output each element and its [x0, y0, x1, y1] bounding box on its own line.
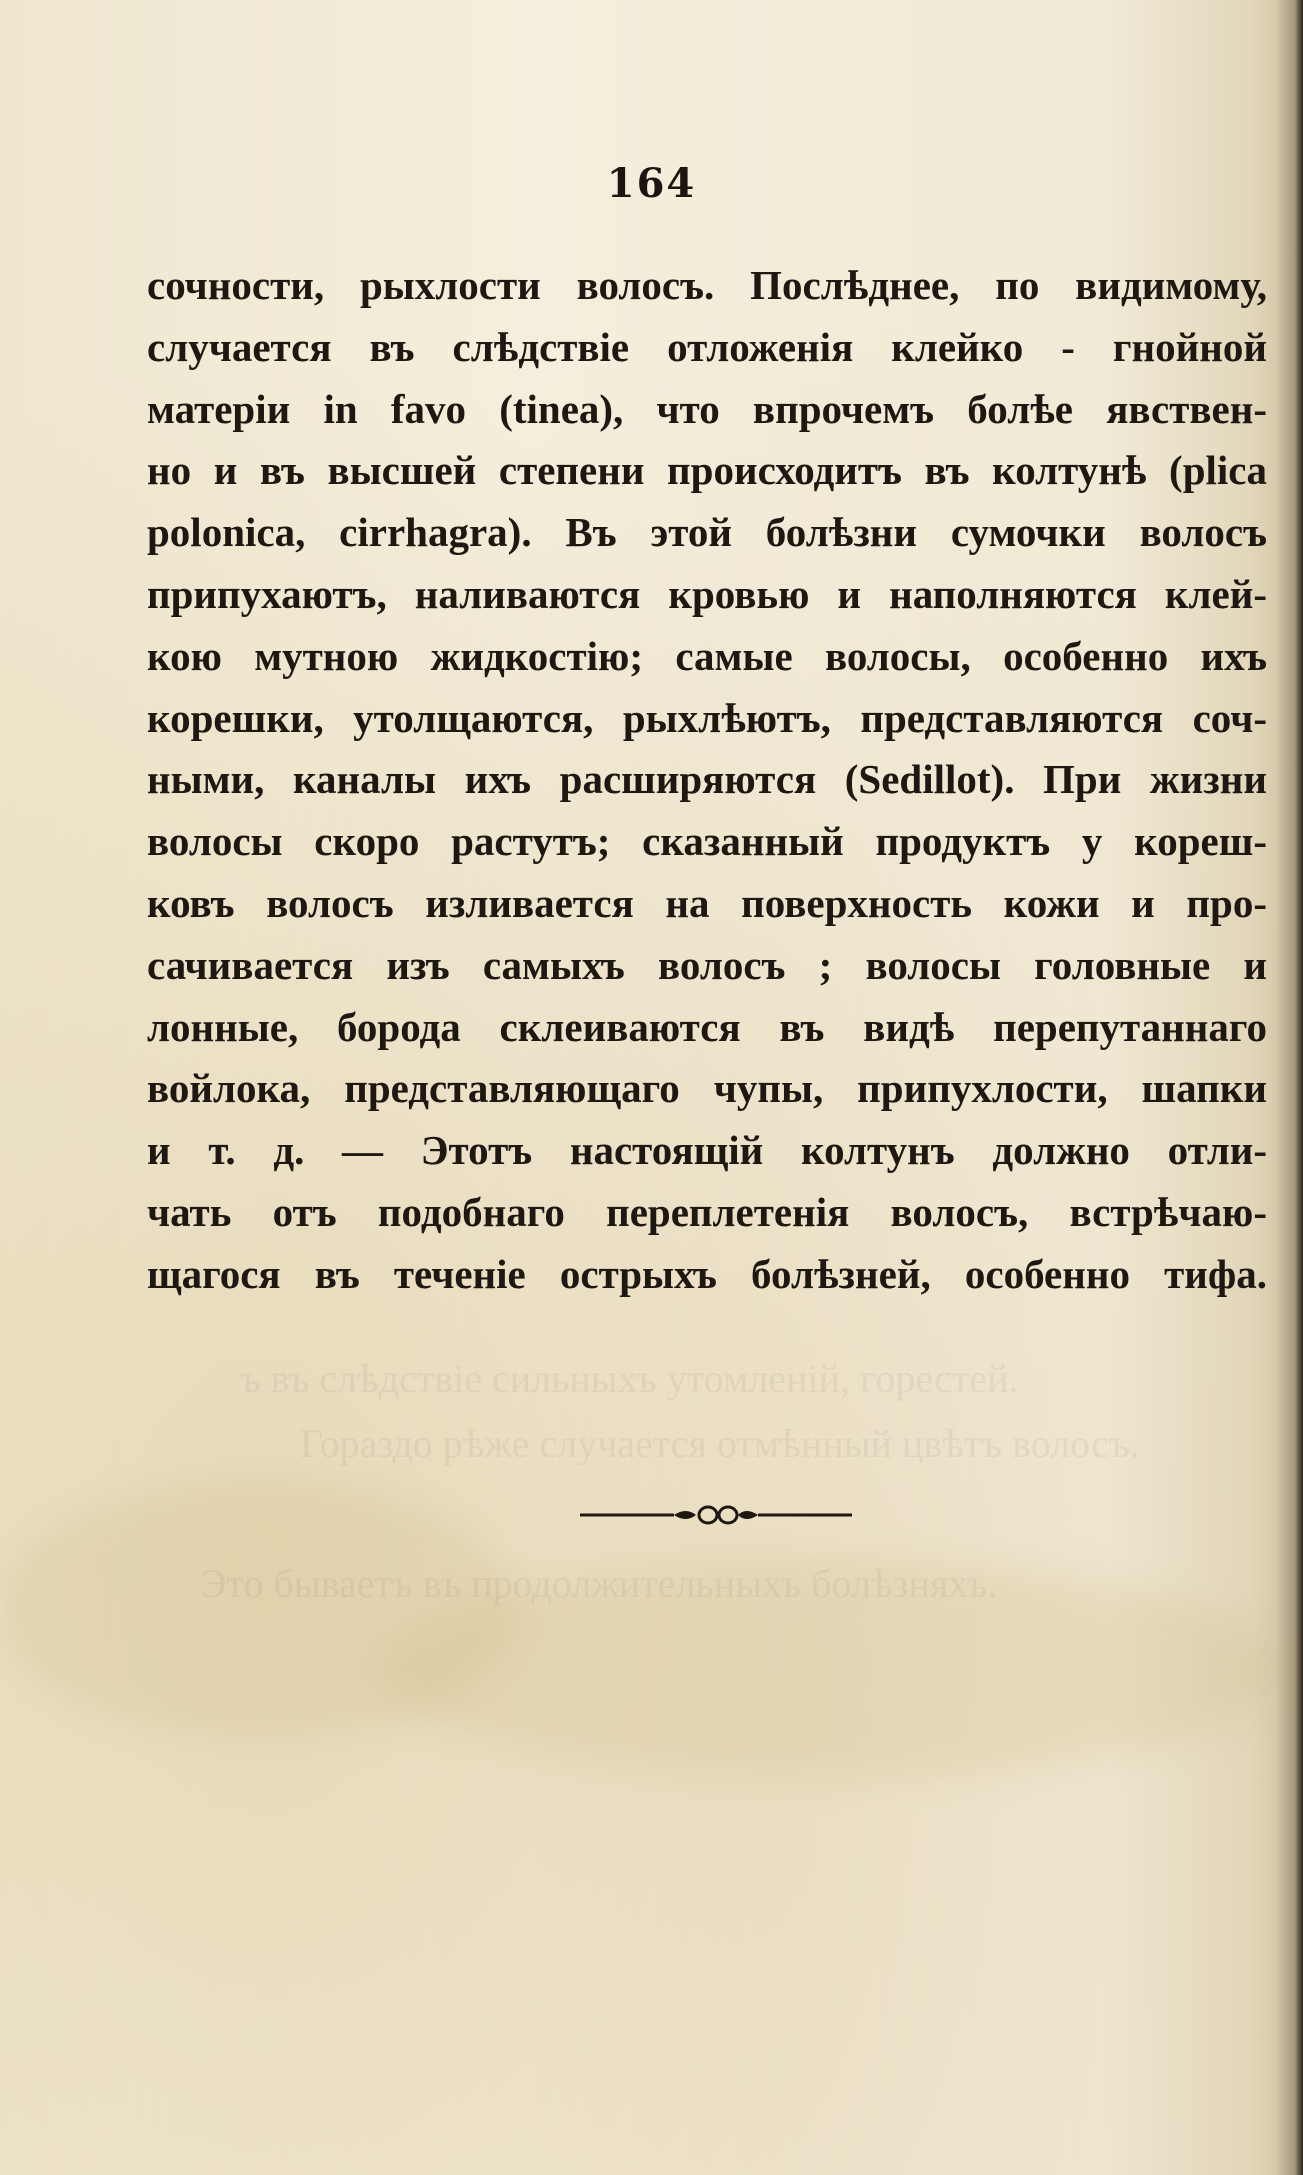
text-line: но и въ высшей степени происходитъ въ колтунѣ (plica: [147, 447, 1267, 494]
text-line: кою мутною жидкостiю; самые волосы, особенно ихъ: [147, 632, 1267, 679]
text-line: polonica, cirrhagra). Въ этой болѣзни сумочки волосъ: [147, 509, 1267, 556]
text-line: чать отъ подобнаго переплетенiя волосъ, встрѣчаю-: [147, 1188, 1267, 1235]
bleed-through-text: ъ въ слѣдствiе сильныхъ утомленiй, горестей.: [240, 1356, 1019, 1401]
text-line: матерiи in favo (tinea), что впрочемъ болѣе явствен-: [147, 385, 1267, 432]
text-line: ковъ волосъ изливается на поверхность кожи и про-: [147, 879, 1267, 926]
bleed-through-text: Это бываетъ въ продолжительныхъ болѣзняхъ.: [200, 1561, 998, 1606]
text-line: войлока, представляющаго чупы, припухлости, шапки: [147, 1065, 1267, 1112]
bleed-through-text: Гораздо рѣже случается отмѣнный цвѣтъ волосъ.: [300, 1421, 1140, 1466]
tailpiece-ornament-icon: [578, 1502, 854, 1528]
text-line: сачивается изъ самыхъ волосъ ; волосы головные и: [147, 941, 1267, 988]
text-line: случается въ слѣдствiе отложенiя клейко - гнойной: [147, 323, 1267, 370]
book-gutter-edge: [1275, 0, 1303, 2175]
text-line: лонные, борода склеиваются въ видѣ перепутаннаго: [147, 1003, 1267, 1050]
page-number: 164: [606, 160, 697, 207]
text-line: корешки, утолщаются, рыхлѣютъ, представляются соч-: [147, 694, 1267, 741]
text-line: ными, каналы ихъ расширяются (Sedillot). При жизни: [147, 756, 1267, 803]
text-line: припухаютъ, наливаются кровью и наполняются клей-: [147, 570, 1267, 617]
body-text: [147, 255, 1267, 1306]
text-line: сочности, рыхлости волосъ. Послѣднее, по видимому,: [147, 262, 1267, 308]
text-line: волосы скоро растутъ; сказанный продуктъ у кореш-: [147, 818, 1267, 865]
text-line: и т. д. — Этотъ настоящiй колтунъ должно отли-: [147, 1127, 1267, 1174]
text-line: щагося въ теченiе острыхъ болѣзней, особенно тифа.: [147, 1250, 1267, 1297]
